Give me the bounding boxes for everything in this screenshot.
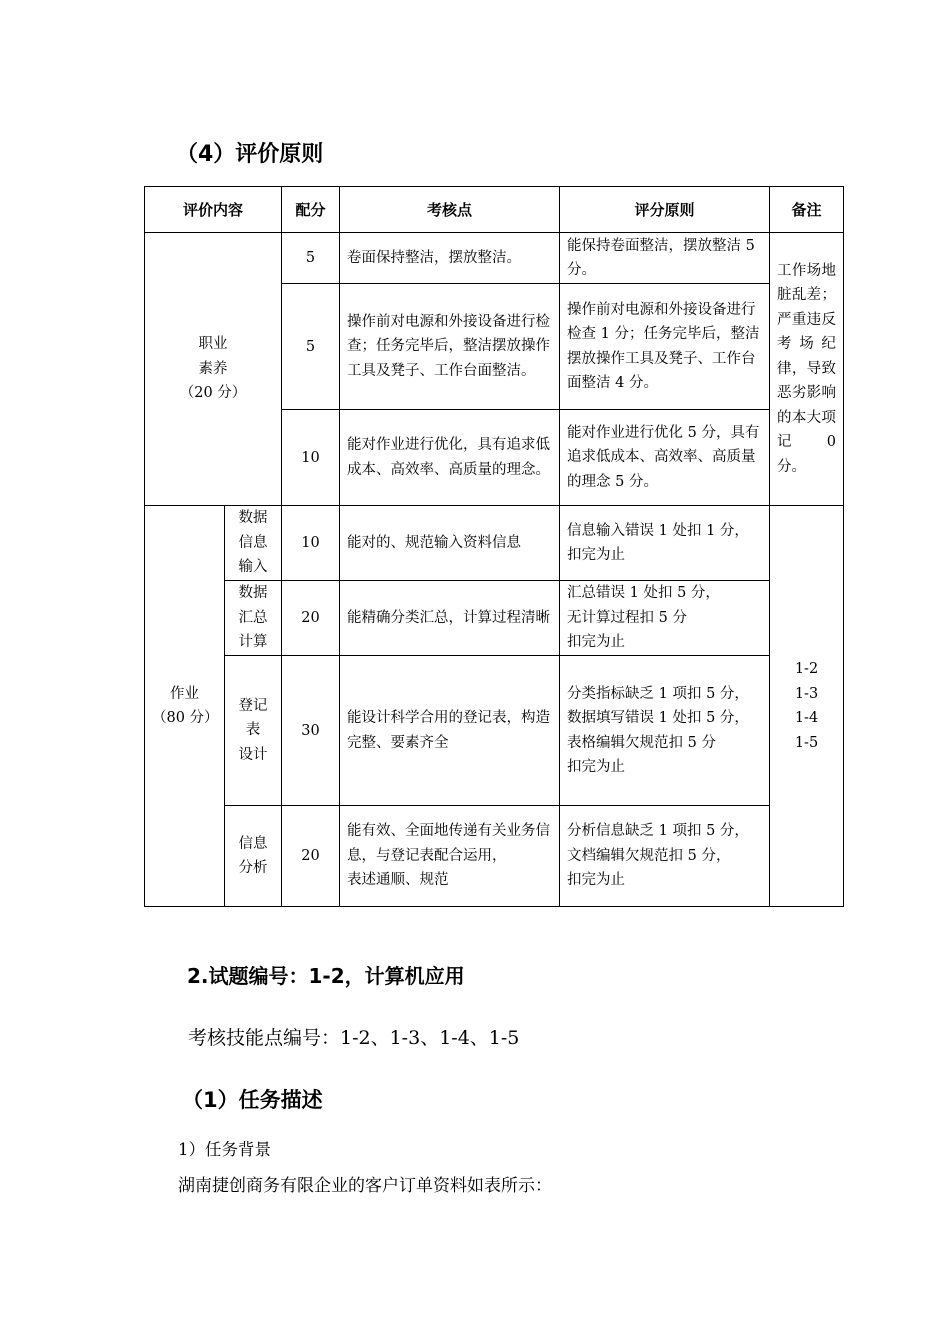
rule-cell: 分类指标缺乏 1 项扣 5 分， 数据填写错误 1 处扣 5 分，表格编辑欠规范扣 5 分 扣完为止 xyxy=(560,656,770,806)
section-heading: （4）评价原则 xyxy=(176,142,324,167)
note-cell: 1-2 1-3 1-4 1-5 xyxy=(770,506,844,907)
rule-cell: 信息输入错误 1 处扣 1 分， 扣完为止 xyxy=(560,506,770,581)
task-background-label: 1）任务背景 xyxy=(178,1140,271,1159)
rule-cell: 能保持卷面整洁，摆放整洁 5 分。 xyxy=(560,233,770,284)
table-row xyxy=(145,656,844,806)
rule-cell: 分析信息缺乏 1 项扣 5 分， 文档编辑欠规范扣 5 分， 扣完为止 xyxy=(560,806,770,907)
point-cell: 能有效、全面地传递有关业务信息，与登记表配合运用， 表述通顺、规范 xyxy=(340,806,560,907)
point-cell: 能对作业进行优化，具有追求低成本、高效率、高质量的理念。 xyxy=(340,410,560,506)
evaluation-table xyxy=(144,186,844,907)
note-cell: 工作场地脏乱差；严重违反考场纪律，导致恶劣影响的本大项记 0 分。 xyxy=(770,233,844,506)
header-content: 评价内容 xyxy=(145,187,282,233)
sub-item-cell: 信息 分析 xyxy=(225,806,282,907)
score-cell: 20 xyxy=(282,581,340,656)
table-row xyxy=(145,581,844,656)
point-cell: 卷面保持整洁，摆放整洁。 xyxy=(340,233,560,284)
group-label: 作业 （80 分） xyxy=(145,506,225,907)
score-cell: 30 xyxy=(282,656,340,806)
score-cell: 10 xyxy=(282,506,340,581)
sub-item-cell: 数据 汇总 计算 xyxy=(225,581,282,656)
header-note: 备注 xyxy=(770,187,844,233)
header-score: 配分 xyxy=(282,187,340,233)
point-cell: 能精确分类汇总，计算过程清晰 xyxy=(340,581,560,656)
table-header-row xyxy=(145,187,844,233)
table-row xyxy=(145,233,844,284)
score-cell: 10 xyxy=(282,410,340,506)
skill-points-line: 考核技能点编号：1-2、1-3、1-4、1-5 xyxy=(188,1027,520,1049)
header-point: 考核点 xyxy=(340,187,560,233)
sub-item-cell: 数据 信息 输入 xyxy=(225,506,282,581)
table-row xyxy=(145,806,844,907)
point-cell: 能对的、规范输入资料信息 xyxy=(340,506,560,581)
sub-item-cell: 登记 表 设计 xyxy=(225,656,282,806)
score-cell: 5 xyxy=(282,284,340,410)
group-label: 职业 素养 （20 分） xyxy=(145,233,282,506)
point-cell: 操作前对电源和外接设备进行检查；任务完毕后，整洁摆放操作工具及凳子、工作台面整洁。 xyxy=(340,284,560,410)
question-title: 2.试题编号：1-2，计算机应用 xyxy=(187,964,465,988)
rule-cell: 汇总错误 1 处扣 5 分， 无计算过程扣 5 分 扣完为止 xyxy=(560,581,770,656)
point-cell: 能设计科学合用的登记表，构造完整、要素齐全 xyxy=(340,656,560,806)
header-rule: 评分原则 xyxy=(560,187,770,233)
table-row xyxy=(145,506,844,581)
rule-cell: 操作前对电源和外接设备进行检查 1 分；任务完毕后，整洁摆放操作工具及凳子、工作台面整洁 4 分。 xyxy=(560,284,770,410)
task-background-text: 湖南捷创商务有限企业的客户订单资料如表所示： xyxy=(178,1176,552,1196)
score-cell: 5 xyxy=(282,233,340,284)
score-cell: 20 xyxy=(282,806,340,907)
rule-cell: 能对作业进行优化 5 分，具有追求低成本、高效率、高质量的理念 5 分。 xyxy=(560,410,770,506)
task-description-heading: （1）任务描述 xyxy=(182,1088,323,1112)
